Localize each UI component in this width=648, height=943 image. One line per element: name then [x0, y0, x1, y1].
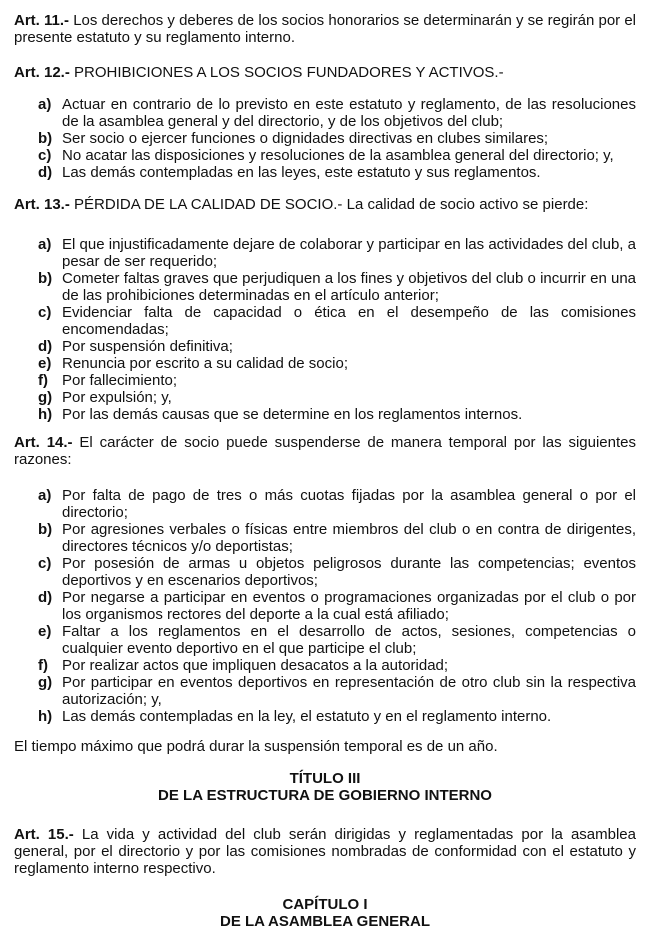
list-item	[14, 372, 636, 389]
item-text: Por expulsión; y,	[62, 389, 172, 406]
item-letter: e)	[38, 623, 52, 640]
article-11-number: Art. 11.-	[14, 12, 70, 29]
list-item	[14, 555, 636, 589]
article-15-paragraph	[14, 826, 636, 877]
list-item	[14, 236, 636, 270]
article-12-heading	[14, 64, 636, 81]
article-12-list	[14, 96, 636, 181]
article-12-heading-text: PROHIBICIONES A LOS SOCIOS FUNDADORES Y ACTIVOS.-	[69, 64, 504, 81]
item-text: Ser socio o ejercer funciones o dignidades directivas en clubes similares;	[62, 130, 549, 147]
list-item	[14, 389, 636, 406]
article-14	[14, 434, 636, 468]
item-text: Por negarse a participar en eventos o programaciones organizadas por el club o por los organismos rectores del deporte a la cual está afiliado;	[62, 589, 636, 623]
article-11-paragraph	[14, 12, 636, 46]
article-13-heading-text: PÉRDIDA DE LA CALIDAD DE SOCIO.- La calidad de socio activo se pierde:	[69, 196, 589, 213]
item-letter: b)	[38, 521, 53, 538]
item-letter: a)	[38, 236, 52, 253]
list-item	[14, 96, 636, 130]
item-letter: c)	[38, 555, 52, 572]
item-text: Faltar a los reglamentos en el desarrollo de actos, sesiones, competencias o cualquier evento deportivo en el que participe el club;	[62, 623, 636, 657]
item-text: Por participar en eventos deportivos en representación de otro club sin la respectiva autorización; y,	[62, 674, 636, 708]
item-text: Por agresiones verbales o físicas entre miembros del club o en contra de dirigentes, directores técnicos y/o deportistas;	[62, 521, 636, 555]
item-text: Cometer faltas graves que perjudiquen a los fines y objetivos del club o incurrir en una de las prohibiciones determinadas en el artículo anterior;	[62, 270, 636, 304]
item-text: Por posesión de armas u objetos peligrosos durante las competencias; eventos deportivos y en escenarios deportivos;	[62, 555, 636, 589]
title-heading	[14, 770, 636, 804]
article-14-number: Art. 14.-	[14, 434, 73, 451]
article-13-list	[14, 236, 636, 423]
item-letter: g)	[38, 674, 53, 691]
item-text: Renuncia por escrito a su calidad de socio;	[62, 355, 348, 372]
list-item	[14, 521, 636, 555]
list-item	[14, 355, 636, 372]
list-item	[14, 708, 636, 725]
item-text: Por falta de pago de tres o más cuotas fijadas por la asamblea general o por el directorio;	[62, 487, 636, 521]
item-letter: f)	[38, 657, 48, 674]
list-item	[14, 270, 636, 304]
article-13-heading	[14, 196, 636, 213]
article-13-number: Art. 13.-	[14, 196, 70, 213]
item-letter: c)	[38, 147, 52, 164]
article-11-text: Los derechos y deberes de los socios honorarios se determinarán y se regirán por el presente estatuto y su reglamento interno.	[14, 12, 637, 46]
title-number: TÍTULO III	[289, 770, 361, 787]
article-15	[14, 826, 636, 877]
item-letter: g)	[38, 389, 53, 406]
item-text: Por suspensión definitiva;	[62, 338, 233, 355]
list-item	[14, 147, 636, 164]
item-letter: b)	[38, 270, 53, 287]
item-text: Actuar en contrario de lo previsto en este estatuto y reglamento, de las resoluciones de la asamblea general y del directorio, y de los objetivos del club;	[62, 96, 636, 130]
list-item	[14, 338, 636, 355]
item-letter: e)	[38, 355, 52, 372]
article-12	[14, 64, 636, 81]
item-letter: c)	[38, 304, 52, 321]
chapter-heading	[14, 896, 636, 930]
item-letter: b)	[38, 130, 53, 147]
list-item	[14, 487, 636, 521]
article-15-text: La vida y actividad del club serán dirigidas y reglamentadas por la asamblea general, por el directorio y por las comisiones nombradas de conformidad con el estatuto y reglamento interno respectivo.	[14, 826, 636, 877]
chapter-number: CAPÍTULO I	[282, 896, 368, 913]
list-item	[14, 657, 636, 674]
chapter-name: DE LA ASAMBLEA GENERAL	[220, 913, 430, 930]
item-letter: h)	[38, 708, 53, 725]
item-text: Evidenciar falta de capacidad o ética en el desempeño de las comisiones encomendadas;	[62, 304, 636, 338]
item-letter: a)	[38, 487, 52, 504]
article-11	[14, 12, 636, 46]
article-12-number: Art. 12.-	[14, 64, 70, 81]
article-14-list	[14, 487, 636, 725]
item-letter: d)	[38, 164, 53, 181]
list-item	[14, 623, 636, 657]
list-item	[14, 589, 636, 623]
title-name: DE LA ESTRUCTURA DE GOBIERNO INTERNO	[158, 787, 492, 804]
list-item	[14, 164, 636, 181]
item-letter: d)	[38, 338, 53, 355]
item-text: Por realizar actos que impliquen desacatos a la autoridad;	[62, 657, 449, 674]
list-item	[14, 304, 636, 338]
list-item	[14, 130, 636, 147]
item-text: No acatar las disposiciones y resoluciones de la asamblea general del directorio; y,	[62, 147, 614, 164]
item-text: Las demás contempladas en las leyes, este estatuto y sus reglamentos.	[62, 164, 541, 181]
list-item	[14, 674, 636, 708]
closing-paragraph: El tiempo máximo que podrá durar la suspensión temporal es de un año.	[14, 738, 498, 755]
item-letter: a)	[38, 96, 52, 113]
article-14-heading-text: El carácter de socio puede suspenderse de manera temporal por las siguientes razones:	[14, 434, 636, 468]
article-13	[14, 196, 636, 213]
article-14-heading	[14, 434, 636, 468]
list-item	[14, 406, 636, 423]
item-letter: h)	[38, 406, 53, 423]
article-14-closing	[14, 738, 636, 755]
item-text: Por las demás causas que se determine en los reglamentos internos.	[62, 406, 523, 423]
item-text: Por fallecimiento;	[62, 372, 178, 389]
item-letter: d)	[38, 589, 53, 606]
item-letter: f)	[38, 372, 48, 389]
article-15-number: Art. 15.-	[14, 826, 74, 843]
item-text: Las demás contempladas en la ley, el estatuto y en el reglamento interno.	[62, 708, 552, 725]
item-text: El que injustificadamente dejare de colaborar y participar en las actividades del club, a pesar de ser requerido;	[62, 236, 636, 270]
